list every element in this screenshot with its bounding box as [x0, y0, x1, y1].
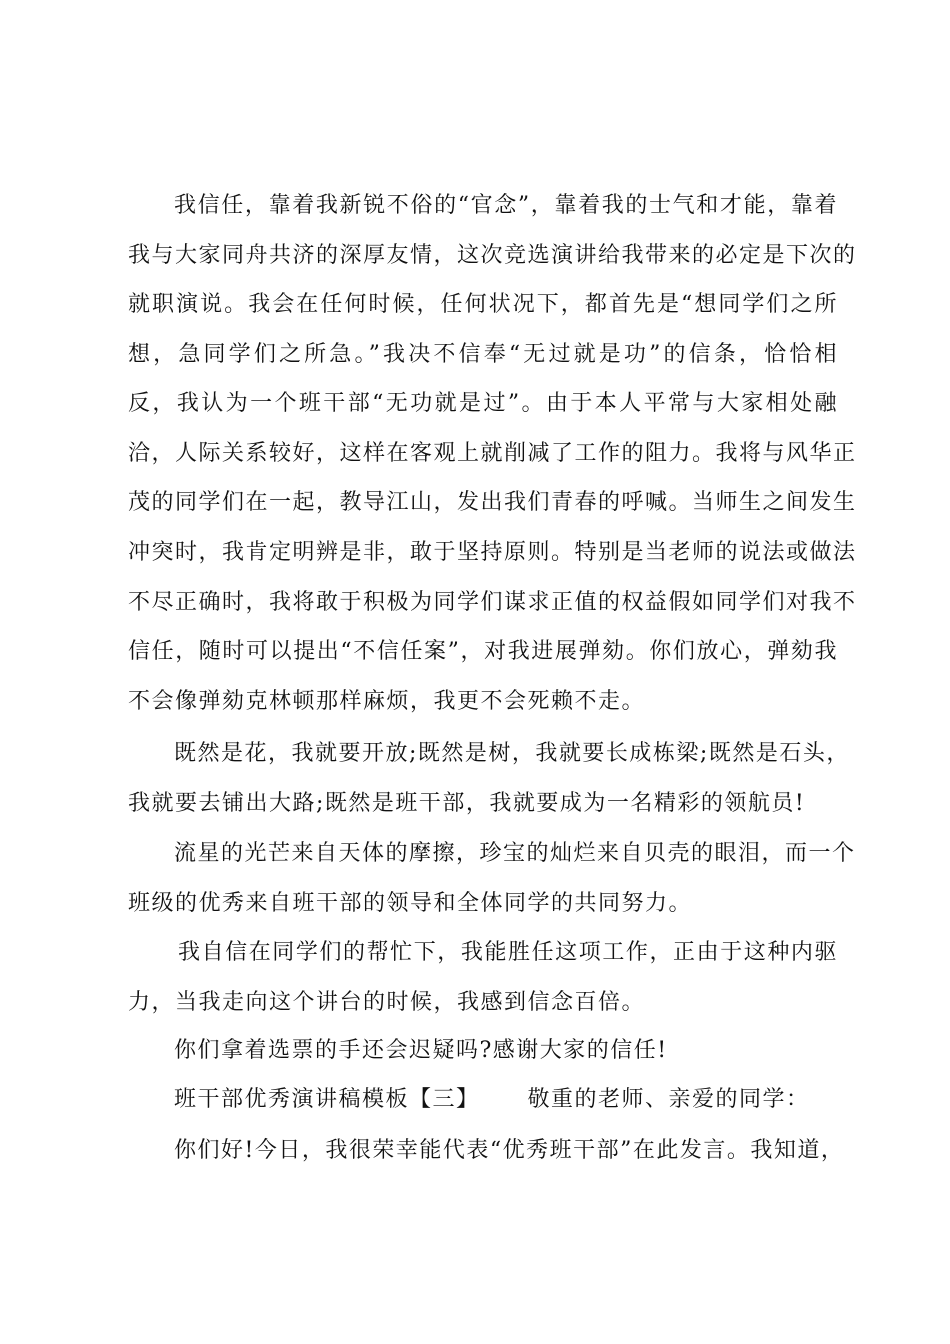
paragraph-1-line-3: 就职演说。我会在任何时候，任何状况下，都首先是“想同学们之所	[128, 292, 838, 317]
paragraph-1-line-8: 冲突时，我肯定明辨是非，敢于坚持原则。特别是当老师的说法或做法	[128, 540, 857, 565]
paragraph-1-line-1: 我信任，靠着我新锐不俗的“官念”，靠着我的士气和才能，靠着	[174, 193, 838, 218]
paragraph-4-line-2: 力，当我走向这个讲台的时候，我感到信念百倍。	[128, 990, 646, 1015]
paragraph-1-line-11: 不会像弹劾克林顿那样麻烦，我更不会死赖不走。	[128, 689, 646, 714]
paragraph-1-line-4: 想，急同学们之所急。”我决不信奉“无过就是功”的信条，恰恰相	[128, 342, 838, 367]
opening-paragraph-line-1: 你们好!今日，我很荣幸能代表“优秀班干部”在此发言。我知道，	[174, 1138, 845, 1163]
paragraph-5-line-1: 你们拿着选票的手还会迟疑吗?感谢大家的信任!	[174, 1038, 668, 1063]
paragraph-2-line-2: 我就要去铺出大路;既然是班干部，我就要成为一名精彩的领航员!	[128, 791, 806, 816]
paragraph-1-line-9: 不尽正确时，我将敢于积极为同学们谋求正值的权益假如同学们对我不	[128, 590, 857, 615]
paragraph-3-line-2: 班级的优秀来自班干部的领导和全体同学的共同努力。	[128, 891, 693, 916]
paragraph-3-line-1: 流星的光芒来自天体的摩擦，珍宝的灿烂来自贝壳的眼泪，而一个	[174, 841, 856, 866]
section-title: 班干部优秀演讲稿模板【三】	[174, 1087, 480, 1112]
paragraph-2-line-1: 既然是花，我就要开放;既然是树，我就要长成栋梁;既然是石头，	[174, 741, 850, 766]
paragraph-1-line-10: 信任，随时可以提出“不信任案”，对我进展弹劾。你们放心，弹劾我	[128, 639, 838, 664]
salutation: 敬重的老师、亲爱的同学：	[527, 1087, 810, 1112]
paragraph-1-line-5: 反，我认为一个班干部“无功就是过”。由于本人平常与大家相处融	[128, 391, 838, 416]
paragraph-1-line-6: 洽，人际关系较好，这样在客观上就削减了工作的阻力。我将与风华正	[128, 441, 857, 466]
paragraph-1-line-7: 茂的同学们在一起，教导江山，发出我们青春的呼喊。当师生之间发生	[128, 490, 857, 515]
paragraph-1-line-2: 我与大家同舟共济的深厚友情，这次竞选演讲给我带来的必定是下次的	[128, 243, 857, 268]
section-heading-line	[128, 1084, 838, 1116]
paragraph-4-line-1: 我自信在同学们的帮忙下，我能胜任这项工作，正由于这种内驱	[178, 940, 838, 965]
